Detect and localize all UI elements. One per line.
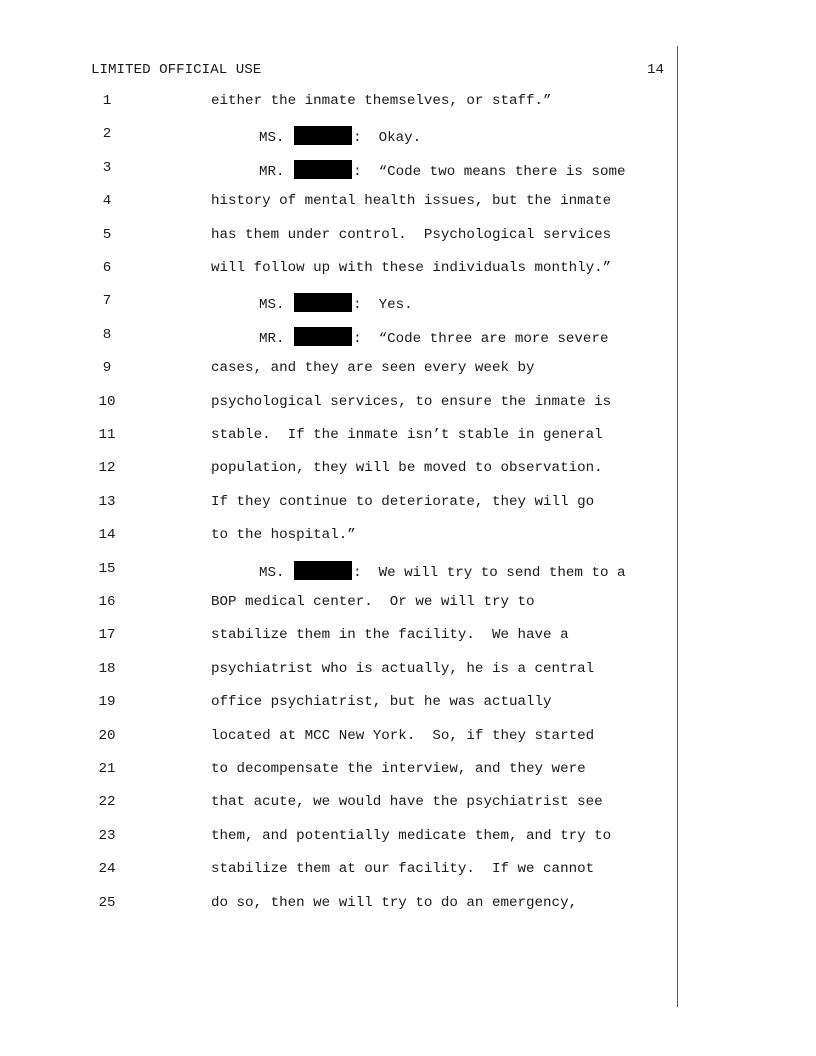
line-number: 15 [98,561,116,577]
line-text: stabilize them at our facility. If we cannot [211,861,595,877]
speaker-text: : Yes. [353,297,413,313]
line-number: 19 [98,694,116,710]
speaker-turn [259,126,421,146]
line-number: 17 [98,627,116,643]
transcript-line [0,561,700,585]
line-number: 18 [98,661,116,677]
line-number: 23 [98,828,116,844]
transcript-line [0,761,700,785]
line-text: will follow up with these individuals monthly.” [211,260,612,276]
transcript-line [0,694,700,718]
redaction-box [294,327,352,346]
line-number: 4 [102,193,112,209]
line-number: 7 [102,293,112,309]
line-text: population, they will be moved to observation. [211,460,603,476]
redaction-box [294,126,352,145]
transcript-line [0,327,700,351]
line-text: to decompensate the interview, and they were [211,761,586,777]
transcript-line [0,627,700,651]
transcript-line [0,93,700,117]
speaker-text: : “Code three are more severe [353,331,609,347]
speaker-title: MR. [259,331,285,347]
speaker-turn [259,561,626,581]
line-text: psychological services, to ensure the inmate is [211,394,612,410]
transcript-line [0,594,700,618]
speaker-text: : We will try to send them to a [353,565,626,581]
line-number: 12 [98,460,116,476]
speaker-text: : Okay. [353,130,422,146]
line-number: 5 [102,227,112,243]
line-text: BOP medical center. Or we will try to [211,594,535,610]
transcript-line [0,895,700,919]
transcript-line [0,728,700,752]
speaker-turn [259,160,626,180]
redaction-box [294,160,352,179]
line-number: 16 [98,594,116,610]
transcript-line [0,527,700,551]
transcript-line [0,193,700,217]
line-text: has them under control. Psychological services [211,227,612,243]
page-number: 14 [647,62,665,78]
line-number: 24 [98,861,116,877]
line-text: psychiatrist who is actually, he is a central [211,661,595,677]
speaker-title: MS. [259,130,285,146]
redaction-box [294,561,352,580]
line-number: 20 [98,728,116,744]
transcript-line [0,494,700,518]
line-text: office psychiatrist, but he was actually [211,694,552,710]
line-text: either the inmate themselves, or staff.” [211,93,552,109]
transcript-line [0,794,700,818]
redaction-box [294,293,352,312]
line-number: 21 [98,761,116,777]
line-number: 13 [98,494,116,510]
line-number: 11 [98,427,116,443]
line-number: 3 [102,160,112,176]
line-text: to the hospital.” [211,527,356,543]
transcript-line [0,227,700,251]
line-text: history of mental health issues, but the inmate [211,193,612,209]
speaker-title: MS. [259,565,285,581]
speaker-turn [259,327,608,347]
transcript-line [0,661,700,685]
line-number: 2 [102,126,112,142]
line-number: 9 [102,360,112,376]
line-number: 6 [102,260,112,276]
line-number: 1 [102,93,112,109]
transcript-line [0,160,700,184]
speaker-text: : “Code two means there is some [353,164,626,180]
line-text: that acute, we would have the psychiatrist see [211,794,603,810]
transcript-line [0,828,700,852]
transcript-line [0,360,700,384]
line-number: 25 [98,895,116,911]
line-text: If they continue to deteriorate, they will go [211,494,595,510]
transcript-line [0,394,700,418]
speaker-title: MR. [259,164,285,180]
line-text: do so, then we will try to do an emergency, [211,895,578,911]
line-text: cases, and they are seen every week by [211,360,535,376]
transcript-line [0,861,700,885]
line-text: them, and potentially medicate them, and try to [211,828,612,844]
line-number: 22 [98,794,116,810]
transcript-line [0,260,700,284]
line-text: stabilize them in the facility. We have a [211,627,569,643]
header-classification: LIMITED OFFICIAL USE [91,62,262,78]
transcript-line [0,126,700,150]
speaker-title: MS. [259,297,285,313]
transcript-line [0,460,700,484]
line-text: stable. If the inmate isn’t stable in general [211,427,603,443]
line-number: 14 [98,527,116,543]
transcript-line [0,293,700,317]
line-number: 10 [98,394,116,410]
speaker-turn [259,293,413,313]
line-number: 8 [102,327,112,343]
line-text: located at MCC New York. So, if they started [211,728,595,744]
transcript-line [0,427,700,451]
